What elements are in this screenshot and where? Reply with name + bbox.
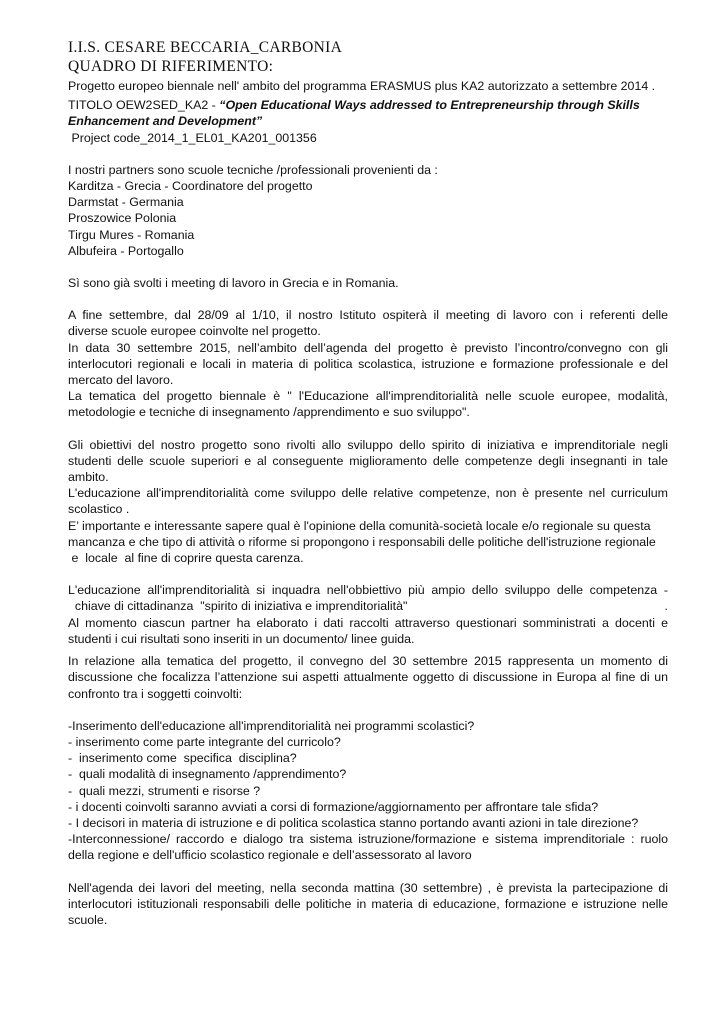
text-line: mercato del lavoro. (68, 373, 174, 388)
paragraph-competences (68, 582, 668, 647)
text-line: Gli obiettivi del nostro progetto sono rivolti allo sviluppo dello spirito di iniziativa e imprenditoriale negli (68, 437, 668, 452)
text-line: In data 30 settembre 2015, nell’ambito dell’agenda del progetto è previsto l’incontro/convegno con gli (68, 340, 668, 355)
text-line: metodologie e tecniche di insegnamento /apprendimento e suo sviluppo". (68, 405, 470, 420)
list-item: - quali mezzi, strumenti e risorse ? (68, 783, 261, 798)
project-title-line-1 (68, 97, 668, 113)
meetings-done: Sì sono già svolti i meeting di lavoro in Grecia e in Romania. (68, 276, 399, 291)
text-line: L'educazione all'imprenditorialità si inquadra nell'obbiettivo più ampio dello sviluppo delle competenza - (68, 583, 668, 598)
text-fragment: chiave di cittadinanza "spirito di iniziativa e imprenditorialità" (68, 599, 408, 614)
text-line: interlocutori istituzionali responsabili delle politiche in materia di educazione, formazione e istruzione nelle (68, 896, 668, 911)
project-title-prefix: TITOLO OEW2SED_KA2 - (68, 98, 220, 113)
text-line: mancanza e che tipo di attività o riforme si propongono i responsabili delle politiche dell'istruzione regionale (68, 534, 656, 549)
project-description: Progetto europeo biennale nell' ambito del programma ERASMUS plus KA2 autorizzato a settembre 2014 . (68, 79, 656, 93)
text-line: L'educazione all'imprenditorialità come sviluppo delle relative competenze, non è presente nel curriculum (68, 486, 668, 501)
text-line: Nell'agenda dei lavori del meeting, nella seconda mattina (30 settembre) , è prevista la partecipazione di (68, 880, 668, 895)
text-line: confronto tra i soggetti coinvolti: (68, 686, 243, 701)
text-line: ambito. (68, 470, 109, 485)
text-line: A fine settembre, dal 28/09 al 1/10, il nostro Istituto ospiterà il meeting di lavoro con i referenti delle (68, 308, 668, 323)
paragraph-meeting-dates (68, 307, 668, 339)
partner-item: Albufeira - Portogallo (68, 243, 184, 258)
text-line: Al momento ciascun partner ha elaborato i dati raccolti attraverso questionari somministrati a docenti e (68, 615, 668, 630)
project-code: Project code_2014_1_EL01_KA201_001356 (68, 130, 317, 145)
section-title: QUADRO DI RIFERIMENTO: (68, 58, 274, 75)
text-line: e locale al fine di coprire questa carenza. (68, 551, 304, 566)
paragraph-objectives (68, 437, 668, 486)
paragraph-opinion (68, 518, 668, 567)
partners-heading: I nostri partners sono scuole tecniche /professionali provenienti da : (68, 162, 438, 177)
text-line: scolastico . (68, 502, 130, 517)
school-name: I.I.S. CESARE BECCARIA_CARBONIA (68, 39, 343, 56)
text-line: interlocutori regionali e locali in materia di politica scolastica, istruzione e formazione professionale e del (68, 356, 668, 371)
list-item: - i docenti coinvolti saranno avviati a corsi di formazione/aggiornamento per affrontare tale sfida? (68, 799, 599, 814)
paragraph-closing (68, 880, 668, 929)
partner-item: Proszowice Polonia (68, 211, 177, 226)
partner-item: Karditza - Grecia - Coordinatore del progetto (68, 179, 313, 194)
text-line: In relazione alla tematica del progetto, il convegno del 30 settembre 2015 rappresenta un momento di (68, 654, 668, 669)
partner-item: Tirgu Mures - Romania (68, 227, 195, 242)
text-line: studenti delle scuole superiori e al conseguente miglioramento delle competenze degli insegnanti in tale (68, 453, 668, 468)
paragraph-conference (68, 340, 668, 389)
text-line: E’ importante e interessante sapere qual è l'opinione della comunità-società locale e/o regionale su questa (68, 518, 651, 533)
list-item: -Inserimento dell'educazione all'imprenditorialità nei programmi scolastici? (68, 718, 475, 733)
document-page (68, 38, 668, 928)
questions-list (68, 718, 668, 864)
partner-item: Darmstat - Germania (68, 195, 184, 210)
list-item-continuation: della regione e dell'ufficio scolastico regionale e dell’assessorato al lavoro (68, 848, 472, 863)
project-title-line-2: Enhancement and Development” (68, 114, 263, 129)
list-item: -Interconnessione/ raccordo e dialogo tra sistema istruzione/formazione e sistema imprenditoriale : ruolo (68, 832, 668, 847)
list-item: - quali modalità di insegnamento /apprendimento? (68, 767, 347, 782)
paragraph-curriculum (68, 485, 668, 517)
list-item: - inserimento come parte integrante del curricolo? (68, 734, 341, 749)
list-item: - I decisori in materia di istruzione e di politica scolastica stanno portando avanti azioni in tale direzione? (68, 815, 639, 830)
text-line: discussione che focalizza l’attenzione sui aspetti attualmente oggetto di discussione in Europa al fine di un (68, 670, 668, 685)
text-line: diverse scuole europee coinvolte nel progetto. (68, 324, 321, 339)
paragraph-conference-purpose (68, 653, 668, 702)
text-fragment: . (664, 599, 668, 614)
paragraph-theme (68, 388, 668, 420)
text-line: La tematica del progetto biennale è " l'Educazione all'imprenditorialità nelle scuole europee, modalità, (68, 389, 668, 404)
project-title-name: “Open Educational Ways addressed to Entrepreneurship through Skills (219, 98, 640, 113)
text-line: scuole. (68, 912, 108, 927)
text-line (68, 598, 668, 614)
text-line: studenti i cui risultati sono inseriti in un documento/ linee guida. (68, 631, 415, 646)
list-item: - inserimento come specifica disciplina? (68, 751, 297, 766)
